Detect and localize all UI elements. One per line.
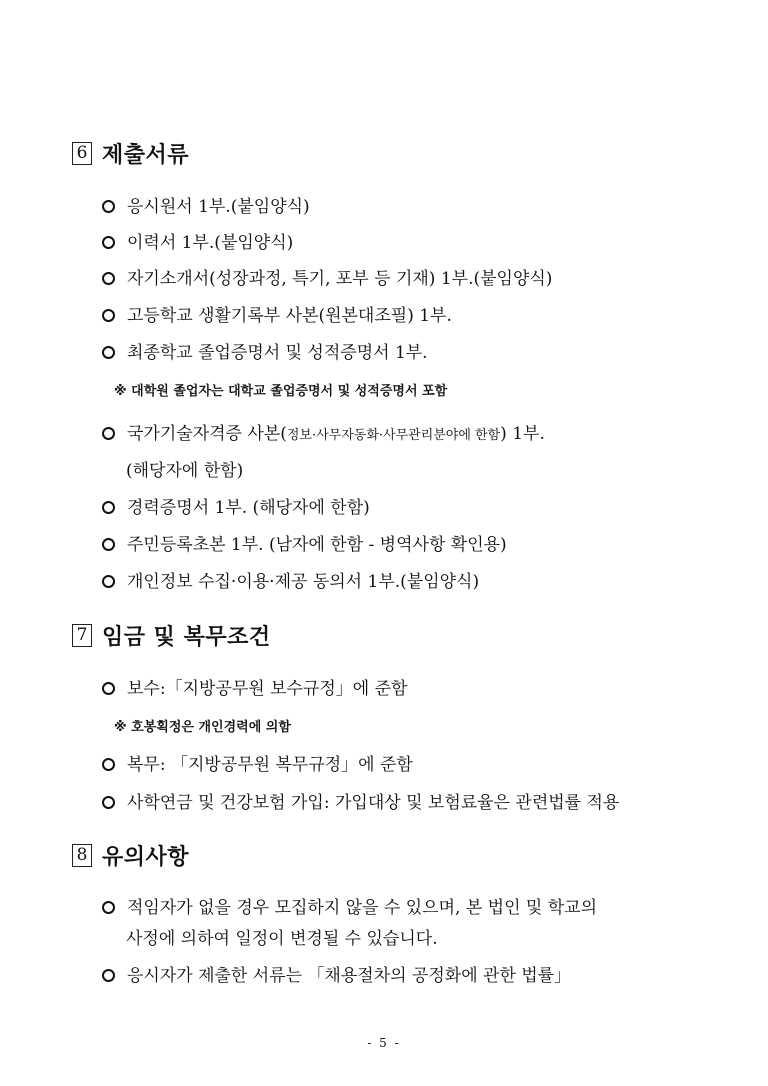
list-item-text: ) 1부.	[500, 424, 545, 444]
list-item-small-text: 정보·사무자동화·사무관리분야에 한함	[286, 428, 501, 443]
section-7-heading	[72, 620, 271, 650]
list-item-text: 국가기술자격증 사본(	[127, 424, 287, 444]
list-item	[102, 534, 704, 556]
list-item-text: 적임자가 없을 경우 모집하지 않을 수 있으며, 본 법인 및 학교의	[127, 898, 597, 918]
note-text: ※ 대학원 졸업자는 대학교 졸업증명서 및 성적증명서 포함	[114, 384, 448, 399]
list-item	[102, 965, 704, 987]
section-title: 제출서류	[102, 142, 190, 168]
circle-bullet-icon	[102, 682, 115, 695]
list-item	[102, 754, 704, 776]
circle-bullet-icon	[102, 796, 115, 809]
circle-bullet-icon	[102, 236, 115, 249]
list-item	[102, 232, 704, 254]
list-item-text: 이력서 1부.(붙임양식)	[127, 233, 294, 253]
circle-bullet-icon	[102, 538, 115, 551]
section-number: 8	[72, 844, 92, 867]
list-item	[102, 196, 704, 218]
list-item-text: 복무: 「지방공무원 복무규정」에 준함	[127, 755, 413, 775]
list-item-text: 보수:「지방공무원 보수규정」에 준함	[127, 679, 408, 699]
list-item-text: 주민등록초본 1부. (남자에 한함 - 병역사항 확인용)	[127, 535, 507, 555]
list-item-text: 응시자가 제출한 서류는 「채용절차의 공정화에 관한 법률」	[127, 966, 572, 986]
section-title: 유의사항	[102, 844, 190, 870]
list-item-text: 개인정보 수집·이용·제공 동의서 1부.(붙임양식)	[127, 572, 480, 592]
list-item	[102, 268, 704, 290]
list-item	[102, 897, 704, 919]
section-8-heading	[72, 840, 189, 870]
list-item-continuation: 사정에 의하여 일정이 변경될 수 있습니다.	[126, 929, 438, 949]
list-item	[102, 792, 704, 814]
circle-bullet-icon	[102, 969, 115, 982]
page-number: - 5 -	[367, 1036, 401, 1050]
list-item	[102, 305, 704, 327]
list-item-text: 경력증명서 1부. (해당자에 한함)	[127, 498, 370, 518]
list-item-text: 응시원서 1부.(붙임양식)	[127, 197, 310, 217]
list-item	[102, 497, 704, 519]
circle-bullet-icon	[102, 272, 115, 285]
circle-bullet-icon	[102, 501, 115, 514]
list-item	[102, 678, 704, 700]
list-item-text: 자기소개서(성장과정, 특기, 포부 등 기재) 1부.(붙임양식)	[127, 269, 553, 289]
section-title: 임금 및 복무조건	[102, 624, 271, 650]
list-item	[102, 342, 704, 364]
note-text: ※ 호봉획정은 개인경력에 의함	[114, 720, 291, 735]
list-item	[102, 571, 704, 593]
circle-bullet-icon	[102, 758, 115, 771]
circle-bullet-icon	[102, 427, 115, 440]
list-item-continuation: (해당자에 한함)	[126, 461, 244, 481]
circle-bullet-icon	[102, 901, 115, 914]
section-number: 6	[72, 142, 92, 165]
section-number: 7	[72, 624, 92, 647]
list-item-text: 최종학교 졸업증명서 및 성적증명서 1부.	[127, 343, 428, 363]
list-item	[102, 423, 704, 447]
circle-bullet-icon	[102, 575, 115, 588]
list-item-text: 사학연금 및 건강보험 가입: 가입대상 및 보험료율은 관련법률 적용	[127, 793, 620, 813]
circle-bullet-icon	[102, 309, 115, 322]
list-item-text: 고등학교 생활기록부 사본(원본대조필) 1부.	[127, 306, 452, 326]
section-6-heading	[72, 138, 189, 168]
circle-bullet-icon	[102, 200, 115, 213]
circle-bullet-icon	[102, 346, 115, 359]
